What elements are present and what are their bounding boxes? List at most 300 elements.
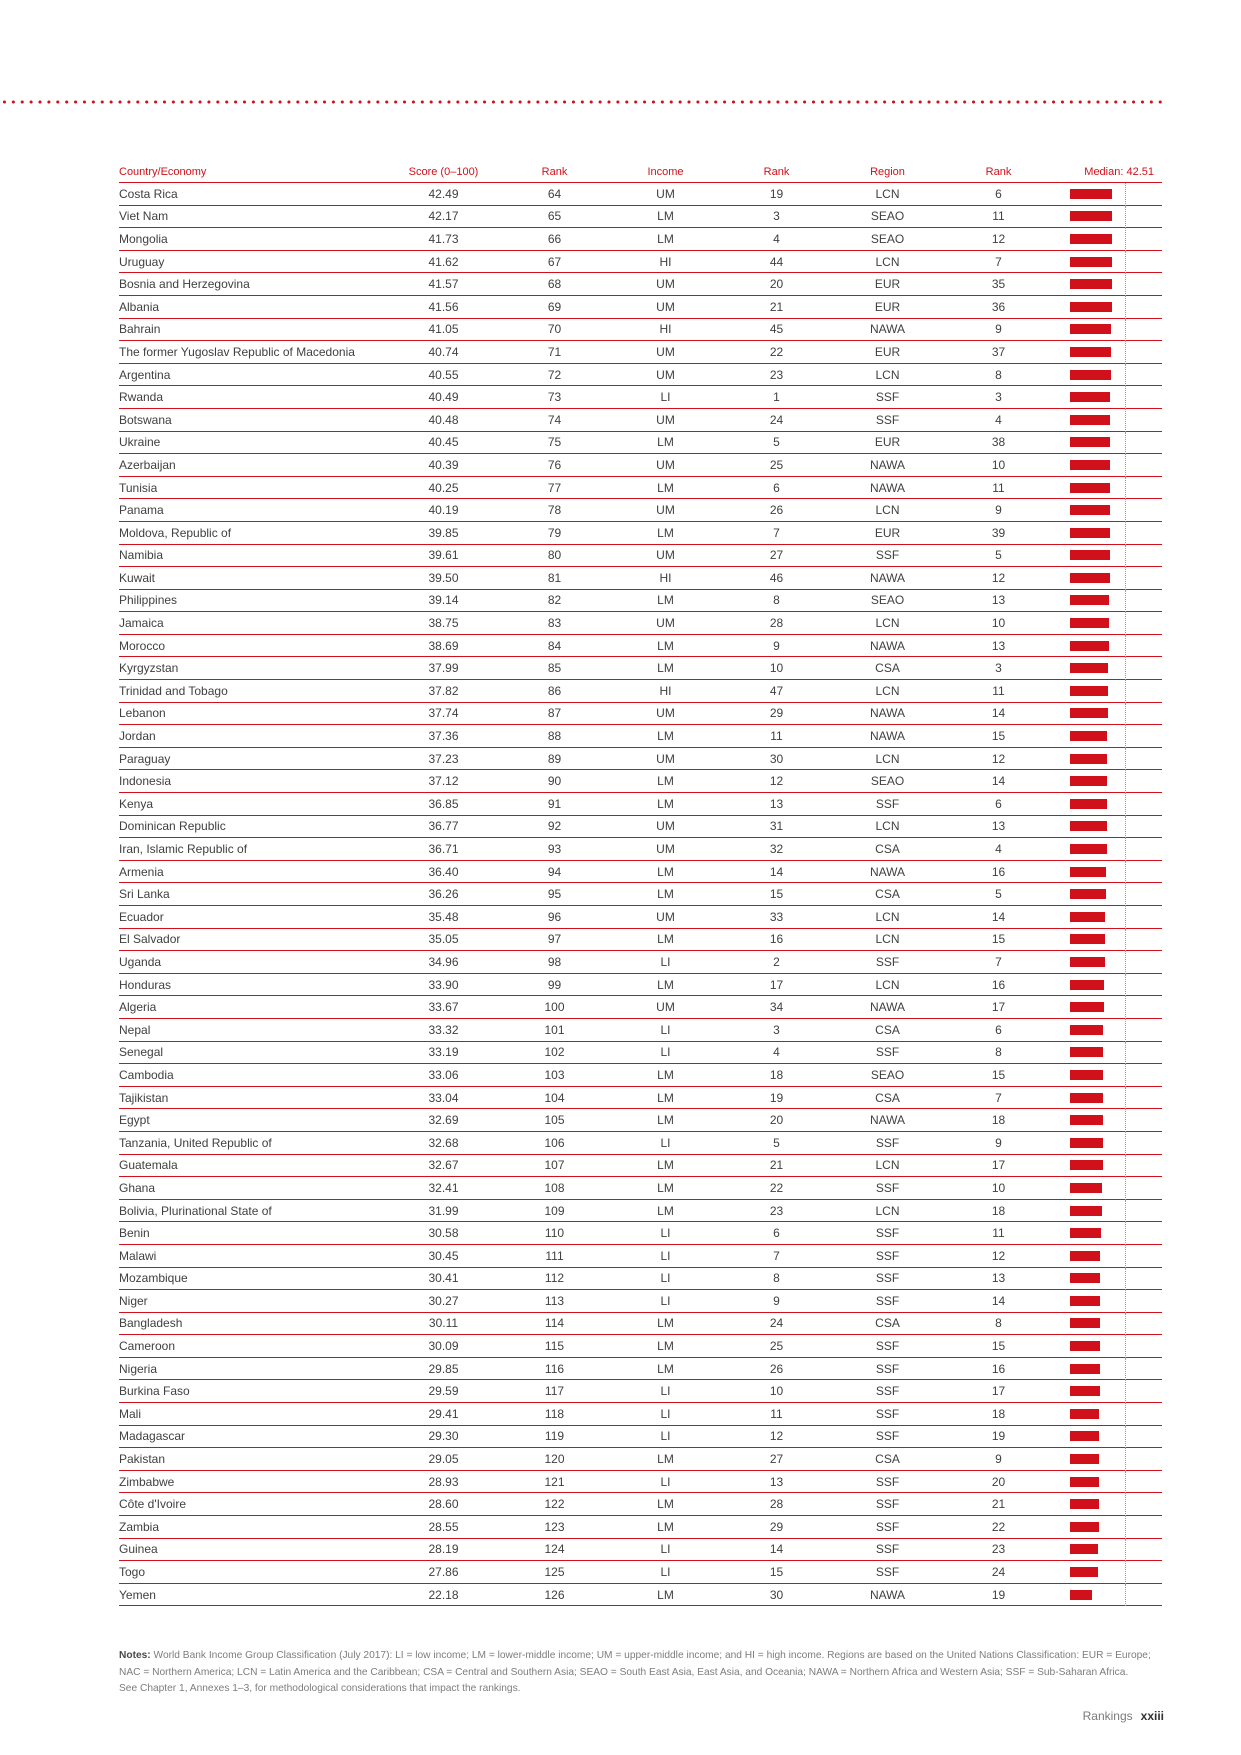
header-score: Score (0–100) — [404, 161, 483, 183]
median-line — [1125, 522, 1126, 545]
table-row — [119, 725, 1162, 748]
cell-score-bar — [1070, 1403, 1162, 1426]
cell-score: 42.17 — [404, 205, 483, 228]
cell-score: 37.36 — [404, 725, 483, 748]
table-row — [119, 544, 1162, 567]
cell-region: SSF — [848, 1470, 927, 1493]
median-line — [1125, 1064, 1126, 1087]
cell-income: LM — [626, 476, 705, 499]
cell-score-bar — [1070, 1380, 1162, 1403]
cell-region-rank: 15 — [927, 928, 1070, 951]
table-row — [119, 657, 1162, 680]
median-line — [1125, 1290, 1126, 1313]
cell-income-rank: 15 — [705, 1561, 848, 1584]
median-line — [1125, 251, 1126, 274]
cell-region: CSA — [848, 1086, 927, 1109]
table-row — [119, 1086, 1162, 1109]
cell-region: NAWA — [848, 318, 927, 341]
cell-rank: 78 — [483, 499, 626, 522]
cell-country: Namibia — [119, 544, 404, 567]
cell-region: LCN — [848, 973, 927, 996]
cell-income-rank: 30 — [705, 1583, 848, 1606]
cell-region-rank: 8 — [927, 363, 1070, 386]
median-line — [1125, 1516, 1126, 1539]
cell-rank: 123 — [483, 1516, 626, 1539]
cell-country: Uruguay — [119, 250, 404, 273]
cell-country: Trinidad and Tobago — [119, 680, 404, 703]
cell-income-rank: 28 — [705, 1493, 848, 1516]
median-line — [1125, 883, 1126, 906]
cell-region: SEAO — [848, 770, 927, 793]
cell-region: SSF — [848, 1403, 927, 1426]
cell-income-rank: 5 — [705, 1131, 848, 1154]
cell-score-bar — [1070, 1244, 1162, 1267]
cell-income: LM — [626, 928, 705, 951]
cell-rank: 109 — [483, 1199, 626, 1222]
cell-country: Tajikistan — [119, 1086, 404, 1109]
cell-region-rank: 9 — [927, 1131, 1070, 1154]
cell-region: NAWA — [848, 725, 927, 748]
cell-income: HI — [626, 680, 705, 703]
score-bar — [1070, 686, 1108, 696]
cell-region: SSF — [848, 386, 927, 409]
score-bar — [1070, 618, 1109, 628]
cell-region: LCN — [848, 250, 927, 273]
cell-country: Dominican Republic — [119, 815, 404, 838]
median-line — [1125, 1200, 1126, 1223]
score-bar — [1070, 1409, 1099, 1419]
cell-score: 28.19 — [404, 1538, 483, 1561]
median-line — [1125, 1042, 1126, 1065]
cell-rank: 112 — [483, 1267, 626, 1290]
cell-score: 33.19 — [404, 1041, 483, 1064]
cell-score-bar — [1070, 1516, 1162, 1539]
cell-score: 36.71 — [404, 838, 483, 861]
median-line — [1125, 1380, 1126, 1403]
cell-rank: 114 — [483, 1312, 626, 1335]
score-bar — [1070, 663, 1108, 673]
cell-score-bar — [1070, 499, 1162, 522]
cell-income-rank: 18 — [705, 1064, 848, 1087]
cell-score-bar — [1070, 1425, 1162, 1448]
table-row — [119, 228, 1162, 251]
cell-region: CSA — [848, 657, 927, 680]
cell-score-bar — [1070, 1470, 1162, 1493]
score-bar — [1070, 1567, 1098, 1577]
cell-income-rank: 46 — [705, 567, 848, 590]
cell-score-bar — [1070, 1041, 1162, 1064]
cell-rank: 68 — [483, 273, 626, 296]
cell-score: 32.67 — [404, 1154, 483, 1177]
cell-region-rank: 9 — [927, 499, 1070, 522]
cell-income: UM — [626, 838, 705, 861]
cell-income: LI — [626, 1425, 705, 1448]
cell-country: Bahrain — [119, 318, 404, 341]
cell-region-rank: 5 — [927, 544, 1070, 567]
cell-region: SSF — [848, 1041, 927, 1064]
cell-score: 29.05 — [404, 1448, 483, 1471]
cell-rank: 92 — [483, 815, 626, 838]
cell-country: Jamaica — [119, 612, 404, 635]
median-line — [1125, 477, 1126, 500]
score-bar — [1070, 754, 1107, 764]
score-bar — [1070, 1590, 1092, 1600]
cell-income: UM — [626, 454, 705, 477]
cell-rank: 75 — [483, 431, 626, 454]
score-bar — [1070, 505, 1110, 515]
cell-income: LI — [626, 1222, 705, 1245]
cell-rank: 118 — [483, 1403, 626, 1426]
score-bar — [1070, 1318, 1100, 1328]
cell-rank: 77 — [483, 476, 626, 499]
cell-country: Guatemala — [119, 1154, 404, 1177]
cell-region-rank: 18 — [927, 1109, 1070, 1132]
cell-score: 40.25 — [404, 476, 483, 499]
cell-income-rank: 45 — [705, 318, 848, 341]
cell-region: EUR — [848, 521, 927, 544]
table-row — [119, 996, 1162, 1019]
cell-score-bar — [1070, 815, 1162, 838]
cell-region: LCN — [848, 1154, 927, 1177]
cell-score-bar — [1070, 567, 1162, 590]
score-bar — [1070, 821, 1107, 831]
cell-score: 36.85 — [404, 793, 483, 816]
cell-rank: 103 — [483, 1064, 626, 1087]
cell-score-bar — [1070, 747, 1162, 770]
cell-region: EUR — [848, 431, 927, 454]
cell-region-rank: 4 — [927, 408, 1070, 431]
cell-income: LM — [626, 770, 705, 793]
median-line — [1125, 951, 1126, 974]
table-row — [119, 1177, 1162, 1200]
cell-score: 32.68 — [404, 1131, 483, 1154]
table-row — [119, 250, 1162, 273]
median-line — [1125, 770, 1126, 793]
cell-region-rank: 23 — [927, 1538, 1070, 1561]
dotted-rule — [0, 100, 1162, 104]
cell-income-rank: 27 — [705, 1448, 848, 1471]
median-line — [1125, 612, 1126, 635]
cell-country: Burkina Faso — [119, 1380, 404, 1403]
cell-country: Lebanon — [119, 702, 404, 725]
table-row — [119, 951, 1162, 974]
median-line — [1125, 816, 1126, 839]
cell-income-rank: 13 — [705, 1470, 848, 1493]
median-line — [1125, 996, 1126, 1019]
cell-income-rank: 21 — [705, 1154, 848, 1177]
score-bar — [1070, 934, 1105, 944]
cell-income: LM — [626, 1177, 705, 1200]
cell-region-rank: 14 — [927, 906, 1070, 929]
cell-region-rank: 10 — [927, 612, 1070, 635]
median-line — [1125, 273, 1126, 296]
cell-country: Philippines — [119, 589, 404, 612]
cell-score: 40.74 — [404, 341, 483, 364]
cell-score: 36.77 — [404, 815, 483, 838]
cell-region: CSA — [848, 1018, 927, 1041]
cell-region: SEAO — [848, 205, 927, 228]
table-row — [119, 1041, 1162, 1064]
cell-region: NAWA — [848, 1583, 927, 1606]
cell-income-rank: 30 — [705, 747, 848, 770]
score-bar — [1070, 1251, 1100, 1261]
cell-region: SSF — [848, 1335, 927, 1358]
cell-income: HI — [626, 250, 705, 273]
score-bar — [1070, 347, 1111, 357]
cell-region-rank: 17 — [927, 996, 1070, 1019]
score-bar — [1070, 550, 1110, 560]
cell-region-rank: 35 — [927, 273, 1070, 296]
cell-region-rank: 6 — [927, 793, 1070, 816]
cell-income: LM — [626, 228, 705, 251]
median-line — [1125, 1155, 1126, 1178]
cell-region: LCN — [848, 928, 927, 951]
cell-income: LM — [626, 883, 705, 906]
cell-region-rank: 4 — [927, 838, 1070, 861]
cell-region: SSF — [848, 1493, 927, 1516]
cell-income: UM — [626, 702, 705, 725]
cell-income: LI — [626, 1403, 705, 1426]
cell-country: Cambodia — [119, 1064, 404, 1087]
median-line — [1125, 567, 1126, 590]
cell-income-rank: 5 — [705, 431, 848, 454]
cell-score-bar — [1070, 318, 1162, 341]
table-row — [119, 680, 1162, 703]
cell-score: 40.45 — [404, 431, 483, 454]
table-row — [119, 973, 1162, 996]
cell-income-rank: 2 — [705, 951, 848, 974]
header-income: Income — [626, 161, 705, 183]
table-row — [119, 363, 1162, 386]
median-line — [1125, 409, 1126, 432]
cell-region-rank: 6 — [927, 183, 1070, 206]
cell-income: UM — [626, 363, 705, 386]
cell-region: SEAO — [848, 1064, 927, 1087]
cell-score: 33.67 — [404, 996, 483, 1019]
cell-score: 28.55 — [404, 1516, 483, 1539]
median-line — [1125, 725, 1126, 748]
cell-country: Madagascar — [119, 1425, 404, 1448]
score-bar — [1070, 731, 1107, 741]
median-line — [1125, 1087, 1126, 1110]
cell-rank: 73 — [483, 386, 626, 409]
page-number: xxiii — [1140, 1709, 1164, 1723]
cell-income: LM — [626, 657, 705, 680]
cell-country: Botswana — [119, 408, 404, 431]
cell-score-bar — [1070, 973, 1162, 996]
cell-income: LI — [626, 1290, 705, 1313]
median-line — [1125, 1109, 1126, 1132]
table-row — [119, 747, 1162, 770]
cell-region: NAWA — [848, 454, 927, 477]
cell-country: Mali — [119, 1403, 404, 1426]
score-bar — [1070, 1296, 1100, 1306]
cell-income-rank: 8 — [705, 1267, 848, 1290]
cell-income: LM — [626, 1516, 705, 1539]
cell-region-rank: 12 — [927, 567, 1070, 590]
cell-income-rank: 17 — [705, 973, 848, 996]
cell-income-rank: 26 — [705, 499, 848, 522]
cell-score-bar — [1070, 408, 1162, 431]
cell-income-rank: 24 — [705, 408, 848, 431]
cell-income: LM — [626, 725, 705, 748]
table-row — [119, 1312, 1162, 1335]
cell-income-rank: 6 — [705, 476, 848, 499]
cell-score-bar — [1070, 205, 1162, 228]
cell-country: Zimbabwe — [119, 1470, 404, 1493]
cell-region-rank: 14 — [927, 1290, 1070, 1313]
cell-region: CSA — [848, 883, 927, 906]
cell-rank: 87 — [483, 702, 626, 725]
cell-rank: 84 — [483, 634, 626, 657]
median-line — [1125, 296, 1126, 319]
cell-score-bar — [1070, 702, 1162, 725]
cell-region-rank: 17 — [927, 1380, 1070, 1403]
cell-region: NAWA — [848, 996, 927, 1019]
table-row — [119, 793, 1162, 816]
median-line — [1125, 1245, 1126, 1268]
cell-income-rank: 34 — [705, 996, 848, 1019]
header-rank: Rank — [483, 161, 626, 183]
cell-country: Rwanda — [119, 386, 404, 409]
score-bar — [1070, 1138, 1103, 1148]
cell-income: LM — [626, 793, 705, 816]
median-line — [1125, 1426, 1126, 1449]
cell-income-rank: 28 — [705, 612, 848, 635]
cell-country: Indonesia — [119, 770, 404, 793]
cell-income: UM — [626, 747, 705, 770]
median-line — [1125, 590, 1126, 613]
table-row — [119, 1267, 1162, 1290]
cell-score-bar — [1070, 1493, 1162, 1516]
table-row — [119, 1018, 1162, 1041]
cell-score-bar — [1070, 657, 1162, 680]
cell-rank: 120 — [483, 1448, 626, 1471]
table-row — [119, 1448, 1162, 1471]
cell-rank: 65 — [483, 205, 626, 228]
cell-region: SSF — [848, 1380, 927, 1403]
cell-income: HI — [626, 567, 705, 590]
cell-country: Iran, Islamic Republic of — [119, 838, 404, 861]
cell-country: The former Yugoslav Republic of Macedonia — [119, 341, 404, 364]
table-row — [119, 589, 1162, 612]
cell-country: Ghana — [119, 1177, 404, 1200]
cell-income-rank: 7 — [705, 521, 848, 544]
score-bar — [1070, 211, 1112, 221]
cell-income-rank: 25 — [705, 1335, 848, 1358]
table-row — [119, 431, 1162, 454]
cell-region-rank: 15 — [927, 1064, 1070, 1087]
cell-score-bar — [1070, 1290, 1162, 1313]
score-bar — [1070, 641, 1109, 651]
cell-score-bar — [1070, 634, 1162, 657]
cell-income: LM — [626, 521, 705, 544]
cell-region-rank: 18 — [927, 1199, 1070, 1222]
cell-region-rank: 5 — [927, 883, 1070, 906]
cell-income: UM — [626, 273, 705, 296]
cell-income-rank: 23 — [705, 363, 848, 386]
median-line — [1125, 1539, 1126, 1562]
cell-score-bar — [1070, 996, 1162, 1019]
cell-score-bar — [1070, 228, 1162, 251]
cell-score: 41.57 — [404, 273, 483, 296]
cell-score: 31.99 — [404, 1199, 483, 1222]
cell-country: Sri Lanka — [119, 883, 404, 906]
score-bar — [1070, 1431, 1099, 1441]
cell-score-bar — [1070, 928, 1162, 951]
cell-score: 40.55 — [404, 363, 483, 386]
cell-score-bar — [1070, 183, 1162, 206]
cell-rank: 97 — [483, 928, 626, 951]
cell-income-rank: 20 — [705, 273, 848, 296]
score-bar — [1070, 1499, 1099, 1509]
table-row — [119, 1290, 1162, 1313]
cell-score-bar — [1070, 386, 1162, 409]
cell-rank: 80 — [483, 544, 626, 567]
median-line — [1125, 1019, 1126, 1042]
cell-score-bar — [1070, 612, 1162, 635]
score-bar — [1070, 1544, 1098, 1554]
cell-region-rank: 39 — [927, 521, 1070, 544]
cell-score: 40.49 — [404, 386, 483, 409]
cell-country: Tunisia — [119, 476, 404, 499]
table-row — [119, 1493, 1162, 1516]
table-row — [119, 612, 1162, 635]
cell-score-bar — [1070, 1199, 1162, 1222]
notes-line2: See Chapter 1, Annexes 1–3, for methodological considerations that impact the rankings. — [119, 1683, 521, 1694]
cell-income-rank: 9 — [705, 634, 848, 657]
score-bar — [1070, 844, 1107, 854]
score-bar — [1070, 799, 1107, 809]
cell-income: LI — [626, 1041, 705, 1064]
score-bar — [1070, 437, 1110, 447]
cell-income-rank: 16 — [705, 928, 848, 951]
cell-income: UM — [626, 295, 705, 318]
median-line — [1125, 680, 1126, 703]
cell-income: UM — [626, 544, 705, 567]
cell-score-bar — [1070, 521, 1162, 544]
cell-country: Nigeria — [119, 1357, 404, 1380]
cell-region: SEAO — [848, 228, 927, 251]
table-row — [119, 341, 1162, 364]
cell-region: CSA — [848, 838, 927, 861]
header-country: Country/Economy — [119, 161, 404, 183]
table-row — [119, 838, 1162, 861]
table-row — [119, 1222, 1162, 1245]
median-line — [1125, 657, 1126, 680]
cell-income: LM — [626, 1335, 705, 1358]
cell-region: NAWA — [848, 702, 927, 725]
cell-region: LCN — [848, 363, 927, 386]
cell-rank: 74 — [483, 408, 626, 431]
cell-country: Morocco — [119, 634, 404, 657]
median-line — [1125, 341, 1126, 364]
score-bar — [1070, 912, 1105, 922]
cell-rank: 72 — [483, 363, 626, 386]
cell-region-rank: 12 — [927, 747, 1070, 770]
cell-region: SSF — [848, 1222, 927, 1245]
median-line — [1125, 906, 1126, 929]
median-line — [1125, 206, 1126, 229]
table-row — [119, 770, 1162, 793]
cell-income: UM — [626, 408, 705, 431]
cell-country: Guinea — [119, 1538, 404, 1561]
cell-region-rank: 13 — [927, 634, 1070, 657]
table-row — [119, 860, 1162, 883]
cell-score: 35.05 — [404, 928, 483, 951]
cell-country: Zambia — [119, 1516, 404, 1539]
cell-rank: 81 — [483, 567, 626, 590]
